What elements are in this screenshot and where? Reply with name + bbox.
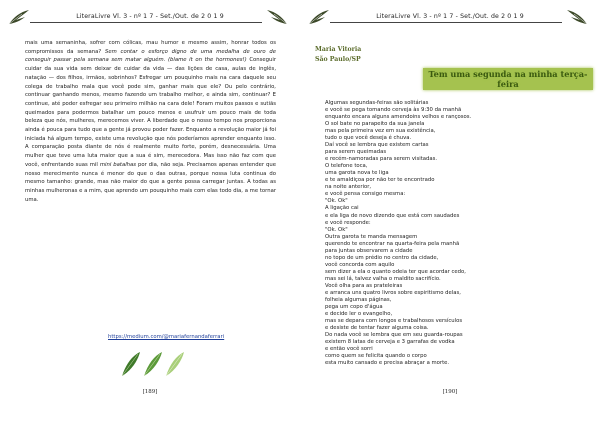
- author-link[interactable]: https://medium.com/@mariafernandaferrari: [108, 334, 225, 340]
- poem-line: para juntas observarem a cidade: [325, 247, 413, 254]
- poem-line: na noite anterior,: [325, 184, 372, 191]
- author-place: São Paulo/SP: [315, 56, 361, 63]
- poem-line: "Ok. Ok": [325, 198, 348, 205]
- poem-line: O telefone toca,: [325, 163, 368, 170]
- page-header: [300, 9, 600, 27]
- page-number: [190]: [442, 389, 458, 395]
- poem-line: e recém-namoradas para serem visitadas.: [325, 156, 438, 163]
- author-block: [315, 45, 361, 65]
- poem-line: e desiste de tentar fazer alguma coisa.: [325, 325, 429, 331]
- page-header: [0, 9, 300, 27]
- poem-line: Do nada você se lembra que em seu guarda-roupas: [325, 332, 463, 339]
- poem-line: para serem queimadas: [325, 149, 387, 156]
- header-text: LiteraLivre Vl. 3 - nº 1 7 - Set./Out. de 2 0 1 9: [376, 13, 524, 20]
- author-name: Maria Vitoria: [315, 46, 362, 53]
- right-page: [300, 0, 600, 424]
- poem-line: mas pela primeira vez em sua existência,: [325, 128, 436, 135]
- poem-line: existem 8 latas de cerveja e 3 garrafas de vodka: [325, 339, 455, 346]
- poem-body: [325, 100, 587, 367]
- quill-pen-icon: [266, 9, 288, 25]
- poem-line: e você responde:: [325, 219, 371, 226]
- poem-title: Tem uma segunda na minha terça-feira: [423, 68, 593, 90]
- poem-line: tudo o que você deseja é chuva.: [325, 135, 412, 142]
- poem-line: e te amaldiçoa por não ter te encontrado: [325, 177, 435, 184]
- poem-line: mas se depara com longos e trabalhosos versículos: [325, 317, 463, 324]
- poem-line: esta muito cansado e precisa abraçar a morte.: [325, 360, 450, 367]
- poem-line: e decide ler o evangelho,: [325, 310, 393, 317]
- paragraph-part-italic: Sem contar o esforço digno de uma medalha de ouro de conseguir passar pela semana sem matar alguém. (blame it on the hormones!): [25, 48, 276, 64]
- header-text: LiteraLivre Vl. 3 - nº 1 7 - Set./Out. de 2 0 1 9: [76, 13, 224, 20]
- poem-line: como quem se felicita quando o corpo: [325, 353, 427, 360]
- poem-line: e você se pega tomando cerveja às 9:30 da manhã: [325, 107, 462, 114]
- poem-line: e então você sorri: [325, 346, 373, 353]
- poem-line: folheia algumas páginas,: [325, 296, 392, 303]
- quill-pen-icon: [566, 9, 588, 25]
- poem-line: você concorda com aquilo: [325, 261, 395, 268]
- poem-line: uma garota nova te liga: [325, 170, 389, 177]
- poem-line: e arranca uns quatro livros sobre espiritismo delas,: [325, 289, 461, 296]
- poem-line: Outra garota te manda mensagem: [325, 233, 418, 240]
- poem-line: querendo te encontrar na quarta-feira pela manhã: [325, 240, 460, 247]
- paragraph-part: por dia, não seja. Precisamos apenas entender que nosso merecimento nunca é menor do que o das outras, porque nossa luta continua do mesmo tamanho: grande, mas não maior do que a gente possa carregar juntas. A todas as minhas mulheronas e a mim, que aprendo um pouquinho mais com elas todo dia, a me tornar uma.: [25, 161, 276, 203]
- poem-line: "Ok. Ok": [325, 226, 348, 233]
- poem-line: Algumas segundas-feiras são solitárias: [325, 100, 429, 106]
- paragraph-part: mais uma semaninha, sofrer com cólicas, mau humor e mesmo assim, honrar todos os compromissos da semana?: [25, 40, 276, 55]
- poem-line: mas sei lá, talvez valha o maldito sacrifício.: [325, 275, 441, 282]
- poem-line: e ela liga de novo dizendo que está com saudades: [325, 212, 460, 219]
- paragraph-part-italic: mini batalhas: [99, 161, 137, 168]
- leaves-icon: [118, 350, 192, 378]
- poem-line: Daí você se lembra que existem cartas: [325, 142, 429, 149]
- poem-line: enquanto encara alguns amendoins velhos e rançosos.: [325, 114, 472, 121]
- page-number: [189]: [142, 389, 158, 395]
- poem-line: Você olha para as prateleiras: [325, 282, 403, 289]
- poem-line: e você pensa consigo mesma:: [325, 191, 406, 198]
- article-paragraph: [25, 39, 276, 204]
- poem-line: O sol bate no parapeito da sua janela: [325, 121, 425, 128]
- poem-line: no topo de um prédio no centro da cidade,: [325, 254, 439, 261]
- poem-line: pega um copo d'água: [325, 303, 383, 310]
- poem-line: sem dizer a ela o quanto odeia ter que acordar cedo,: [325, 268, 466, 275]
- paragraph-part: Conseguir cuidar da sua vida sem deixar de cuidar da vida — das lições de casa, aulas de inglês, natação — dos filhos, irmãos, sobrinhos? Esfregar um pouquinho mais na cara daquele seu colega de trabalho mala que você pode sim, ganhar mais que ele? Ou pelo contrário, continuar ganhando menos, mesmo fazendo um trabalho melhor, e ainda sim, continuar? E continue, até poder esfregar seu primeiro milhão na cara dele! Foram muitos passos e sutiãs queimados para podermos batalhar um pouco menos e usufruir um pouco mais de toda beleza que nós, mulheres, merecemos viver. A liberdade que o nosso tempo nos proporciona ainda é pouca para tudo que a gente já provou poder fazer. Enquanto a revolução maior já foi iniciada há algum tempo, existe uma revolução que nós poderíamos aprender enquanto isso. A comparação posta diante de nós é realmente muito forte, porém, desnecessária. Uma mulher que teve uma luta maior que a sua é sim, merecedora. Mas isso não faz com que você, enfrentando suas mil: [25, 57, 276, 168]
- poem-line: A ligação cai: [325, 205, 359, 212]
